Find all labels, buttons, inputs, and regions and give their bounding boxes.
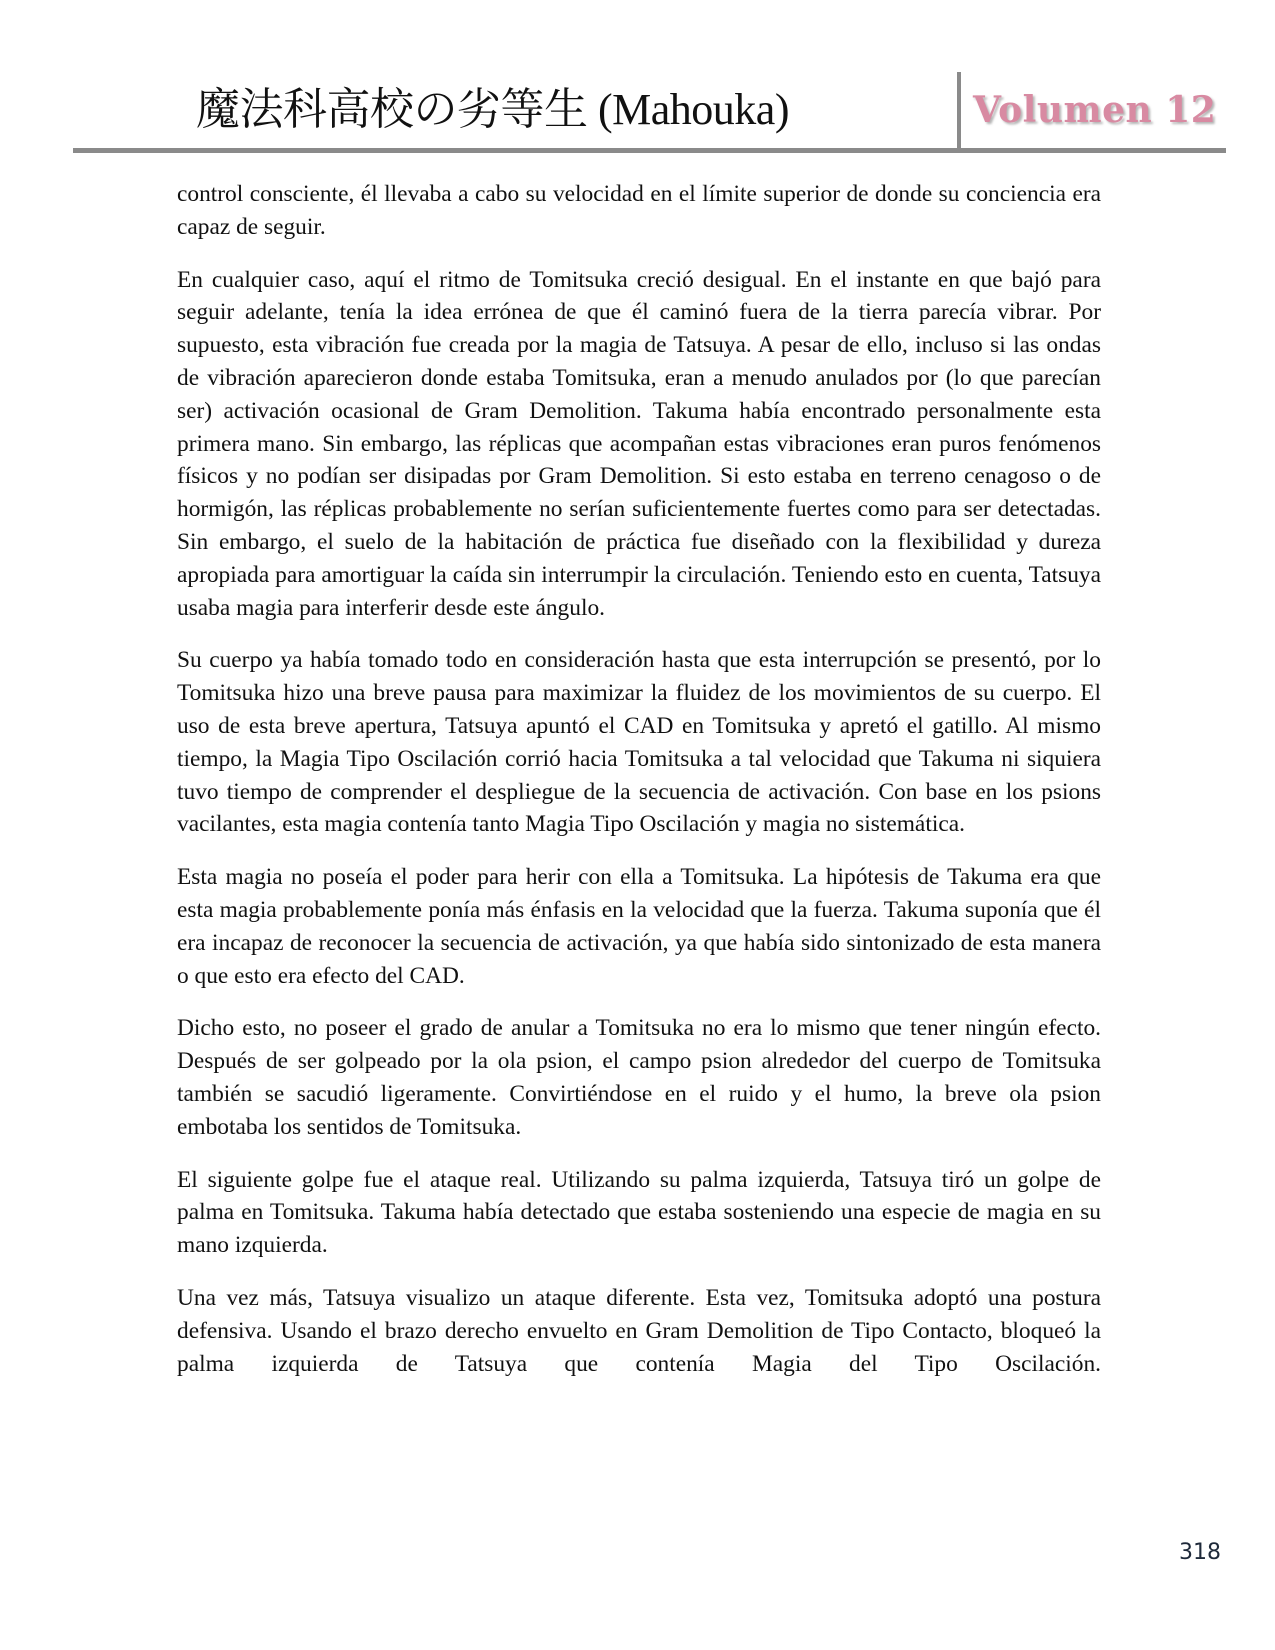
paragraph: Una vez más, Tatsuya visualizo un ataque diferente. Esta vez, Tomitsuka adoptó una postura defensiva. Usando el brazo derecho envuelto en Gram Demolition de Tipo Contacto, bloqueó la palma izquierda de Tatsuya que contenía Magia del Tipo Oscilación.	[177, 1284, 1101, 1377]
paragraph: En cualquier caso, aquí el ritmo de Tomitsuka creció desigual. En el instante en que bajó para seguir adelante, tenía la idea errónea de que él caminó fuera de la tierra parecía vibrar. Por supuesto, esta vibración fue creada por la magia de Tatsuya. A pesar de ello, incluso si las ondas de vibración aparecieron donde estaba Tomitsuka, eran a menudo anulados por (lo que parecían ser) activación ocasional de Gram Demolition. Takuma había encontrado personalmente esta primera mano. Sin embargo, las réplicas que acompañan estas vibraciones eran puros fenómenos físicos y no podían ser disipadas por Gram Demolition. Si esto estaba en terreno cenagoso o de hormigón, las réplicas probablemente no serían suficientemente fuertes como para ser detectadas. Sin embargo, el suelo de la habitación de práctica fue diseñado con la flexibilidad y dureza apropiada para amortiguar la caída sin interrumpir la circulación. Teniendo esto en cuenta, Tatsuya usaba magia para interferir desde este ángulo.	[177, 266, 1101, 621]
header-rule	[73, 148, 1226, 153]
header-divider	[957, 72, 961, 152]
paragraph: Esta magia no poseía el poder para herir con ella a Tomitsuka. La hipótesis de Takuma era que esta magia probablemente ponía más énfasis en la velocidad que la fuerza. Takuma suponía que él era incapaz de reconocer la secuencia de activación, ya que había sido sintonizado de esta manera o que esto era efecto del CAD.	[177, 864, 1101, 989]
page-number: 318	[1179, 1540, 1221, 1565]
volume-label: Volumen 12	[973, 89, 1217, 131]
paragraph: El siguiente golpe fue el ataque real. Utilizando su palma izquierda, Tatsuya tiró un golpe de palma en Tomitsuka. Takuma había detectado que estaba sosteniendo una especie de magia en su mano izquierda.	[177, 1166, 1101, 1259]
paragraph: Dicho esto, no poseer el grado de anular a Tomitsuka no era lo mismo que tener ningún efecto. Después de ser golpeado por la ola psion, el campo psion alrededor del cuerpo de Tomitsuka también se sacudió ligeramente. Convirtiéndose en el ruido y el humo, la breve ola psion embotaba los sentidos de Tomitsuka.	[177, 1015, 1101, 1140]
book-title: 魔法科高校の劣等生 (Mahouka)	[196, 85, 789, 134]
paragraph: control consciente, él llevaba a cabo su velocidad en el límite superior de donde su conciencia era capaz de seguir.	[177, 181, 1101, 240]
paragraph: Su cuerpo ya había tomado todo en consideración hasta que esta interrupción se presentó, por lo Tomitsuka hizo una breve pausa para maximizar la fluidez de los movimientos de su cuerpo. El uso de esta breve apertura, Tatsuya apuntó el CAD en Tomitsuka y apretó el gatillo. Al mismo tiempo, la Magia Tipo Oscilación corrió hacia Tomitsuka a tal velocidad que Takuma ni siquiera tuvo tiempo de comprender el despliegue de la secuencia de activación. Con base en los psions vacilantes, esta magia contenía tanto Magia Tipo Oscilación y magia no sistemática.	[177, 647, 1101, 838]
body-text	[177, 178, 1101, 1400]
